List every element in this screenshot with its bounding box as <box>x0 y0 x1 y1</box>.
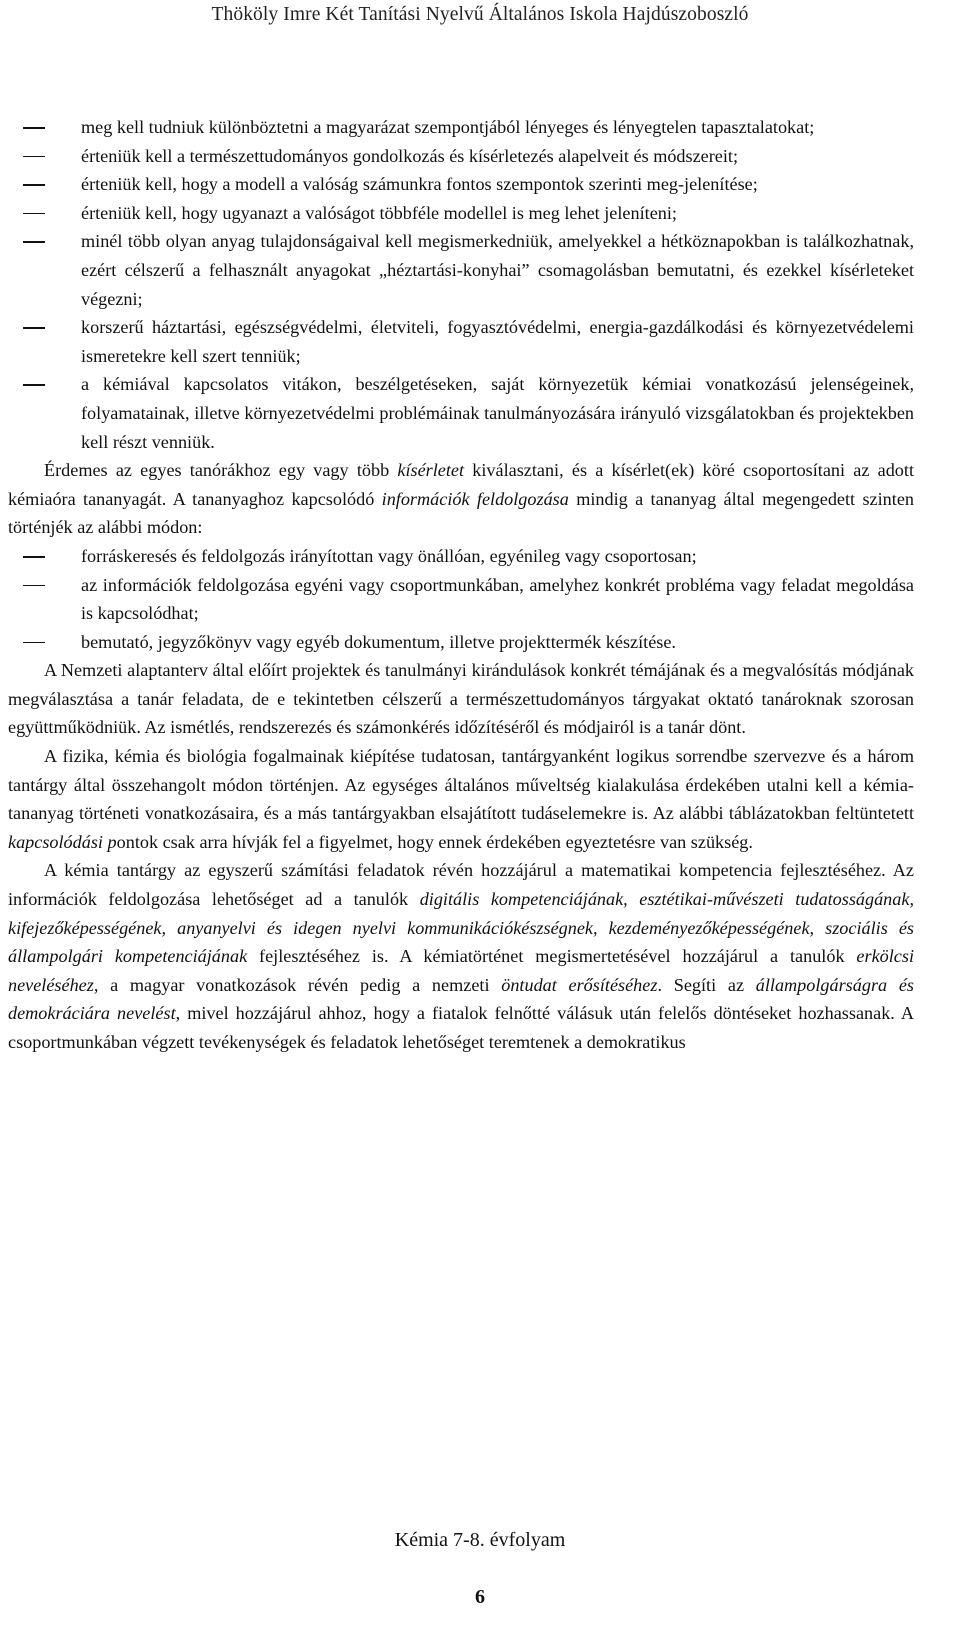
paragraph-projects: A Nemzeti alaptanterv által előírt projektek és tanulmányi kirándulások konkrét témájának és a megvalósítás módjának megválasztása a tanár feladata, de e tekintetben célszerű a természettudományos tárgyakat oktató tanároknak szorosan együttműködniük. Az ismétlés, rendszerezés és számonkérés időzítéséről és módjairól is a tanár dönt. <box>8 660 914 738</box>
list-item: meg kell tudniuk különböztetni a magyarázat szempontjából lényeges és lényegtelen tapasztalatokat; <box>8 113 914 142</box>
list-item: bemutató, jegyzőkönyv vagy egyéb dokumentum, illetve projekttermék készítése. <box>8 628 914 657</box>
information-processing-list <box>8 542 914 656</box>
paragraph-competences: A kémia tantárgy az egyszerű számítási feladatok révén hozzájárul a matematikai kompetencia fejlesztéséhez. Az információk feldolgozása lehetőséget ad a tanulók digitális kompetenciájának, esztétikai-művészeti tudatosságának, kifejezőképességének, anyanyelvi és idegen nyelvi kommunikációkészségnek, kezdeményezőképességének, szociális és állampolgári kompetenciájának fejlesztéséhez is. A kémiatörténet megismertetésével hozzájárul a tanulók erkölcsi neveléséhez, a magyar vonatkozások révén pedig a nemzeti öntudat erősítéséhez. Segíti az állampolgárságra és demokráciára nevelést, mivel hozzájárul ahhoz, hogy a fiatalok felnőtté válásuk után felelős döntéseket hozhassanak. A csoportmunkában végzett tevékenységek és feladatok lehetőséget teremtenek a demokratikus <box>8 860 914 1052</box>
page-footer: Kémia 7-8. évfolyam <box>394 1529 566 1551</box>
emphasis: öntudat erősítéséhez <box>501 974 658 995</box>
paragraph-concepts: A fizika, kémia és biológia fogalmainak kiépítése tudatosan, tantárgyanként logikus sorrendbe szervezve és a három tantárgy által összehangolt módon történjen. Az egységes általános műveltség kialakulása érdekében utalni kell a kémia-tananyag történeti vonatkozásaira, és a más tantárgyakban elsajátított tudáselemekre is. Az alábbi táblázatokban feltüntetett kapcsolódási pontok csak arra hívják fel a figyelmet, hogy ennek érdekében egyeztetésre van szükség. <box>8 746 914 852</box>
emphasis: állampolgárságra és demokráciára nevelést <box>8 974 914 1024</box>
list-item: érteniük kell, hogy ugyanazt a valóságot többféle modellel is meg lehet jeleníteni; <box>8 199 914 228</box>
emphasis: erkölcsi neveléséhez <box>8 946 914 995</box>
page-number: 6 <box>475 1586 485 1608</box>
list-item: korszerű háztartási, egészségvédelmi, életviteli, fogyasztóvédelmi, energia-gazdálkodási és környezetvédelemi ismeretekre kell szert tenniük; <box>8 313 914 370</box>
paragraph-experiments: Érdemes az egyes tanórákhoz egy vagy több kísérletet kiválasztani, és a kísérlet(ek) köré csoportosítani az adott kémiaóra tananyagát. A tananyaghoz kapcsolódó információk feldolgozása mindig a tananyag által megengedett szinten történjék az alábbi módon: <box>8 460 914 538</box>
emphasis: digitális kompetenciájának, esztétikai-művészeti tudatosságának, kifejezőképességének, anyanyelvi és idegen nyelvi kommunikációkészségnek, kezdeményezőképességének, szociális és állampolgári kompetenciájának <box>8 889 914 967</box>
emphasis: információk feldolgozása <box>381 488 569 509</box>
emphasis: kísérletet <box>397 460 465 481</box>
list-item: a kémiával kapcsolatos vitákon, beszélgetéseken, saját környezetük kémiai vonatkozású jelenségeinek, folyamatainak, illetve környezetvédelmi problémáinak tanulmányozására irányuló vizsgálatokban és projektekben kell részt venniük. <box>8 370 914 456</box>
page-header: Thököly Imre Két Tanítási Nyelvű Általános Iskola Hajdúszoboszló <box>211 4 749 25</box>
document-body <box>8 113 914 1057</box>
list-item: érteniük kell, hogy a modell a valóság számunkra fontos szempontok szerinti meg-jelenítése; <box>8 170 914 199</box>
list-item: forráskeresés és feldolgozás irányítottan vagy önállóan, egyénileg vagy csoportosan; <box>8 542 914 571</box>
list-item: az információk feldolgozása egyéni vagy csoportmunkában, amelyhez konkrét probléma vagy feladat megoldása is kapcsolódhat; <box>8 571 914 628</box>
requirements-list <box>8 113 914 456</box>
list-item: minél több olyan anyag tulajdonságaival kell megismerkedniük, amelyekkel a hétköznapokban is találkozhatnak, ezért célszerű a felhasznált anyagokat „héztartási-konyhai” csomagolásban bemutatni, és ezekkel kísérleteket végezni; <box>8 227 914 313</box>
emphasis: kapcsolódási p <box>8 831 117 852</box>
list-item: érteniük kell a természettudományos gondolkozás és kísérletezés alapelveit és módszereit; <box>8 142 914 171</box>
